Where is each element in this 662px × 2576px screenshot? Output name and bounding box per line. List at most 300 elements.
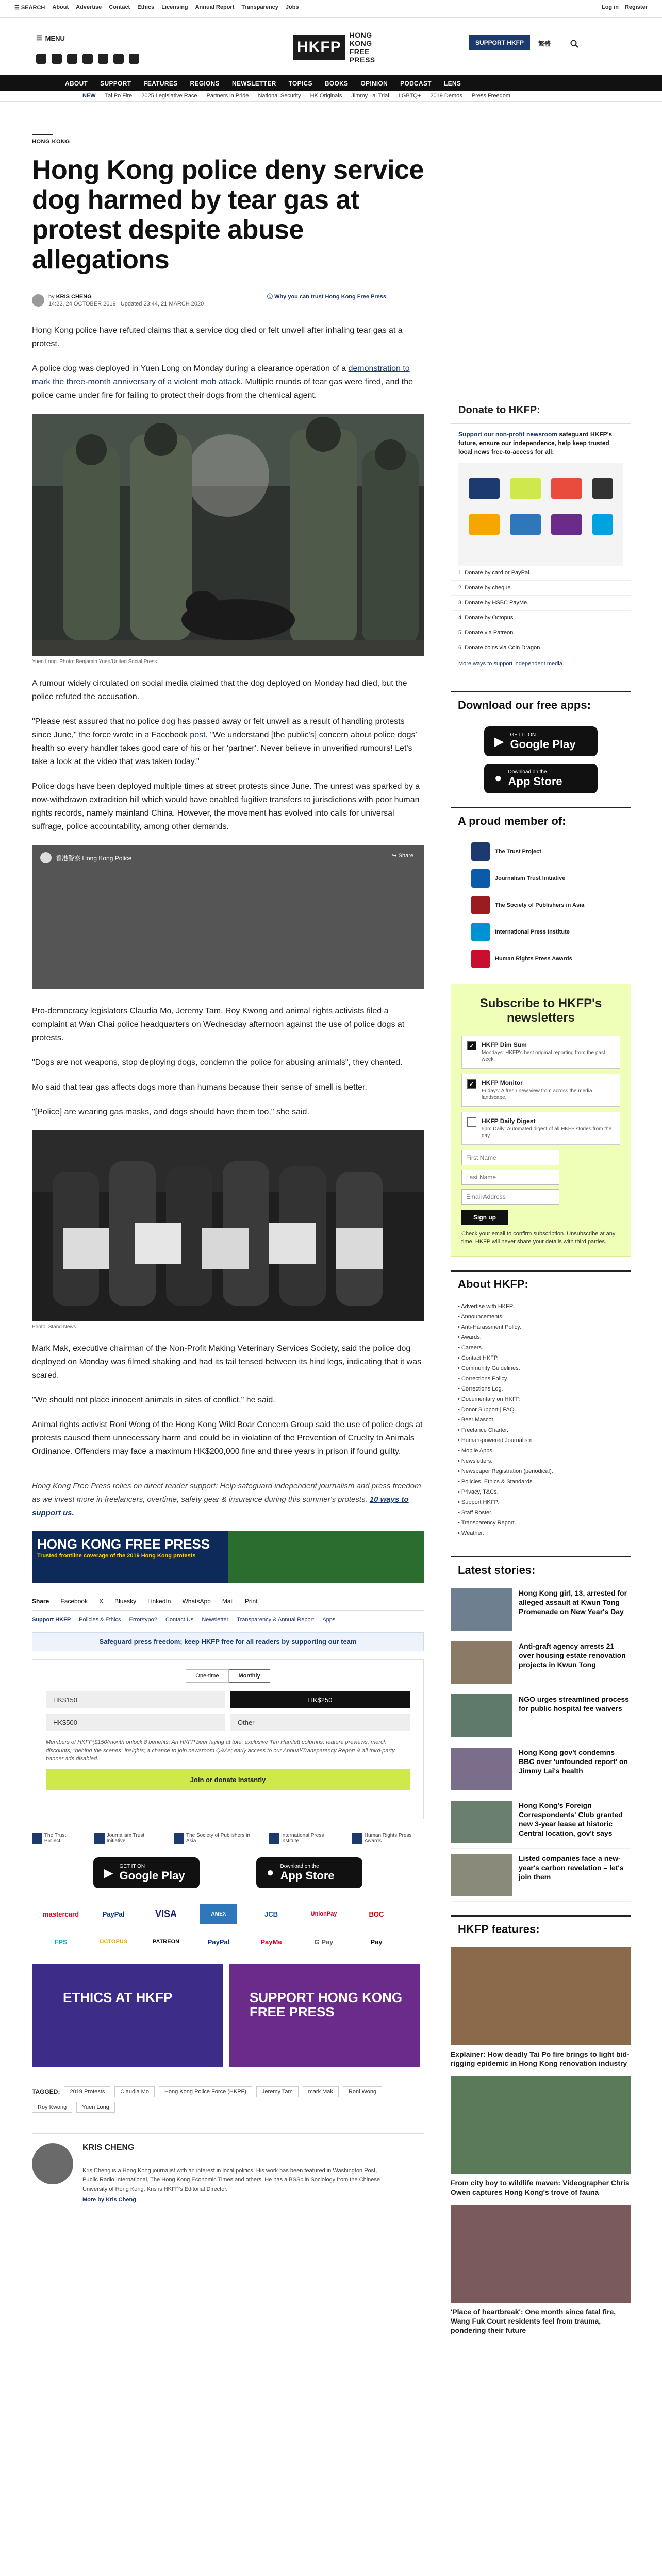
about-link[interactable]: • Beer Mascot. [458, 1417, 495, 1423]
article [32, 134, 424, 2203]
about-link[interactable]: • Awards. [458, 1334, 482, 1341]
donate-link[interactable]: Support our non-profit newsroom [458, 431, 557, 438]
trust-logo-label: Human Rights Press Awards [364, 1833, 412, 1844]
store-small-text: Download on the [280, 1863, 319, 1869]
logo-mark: HKFP [293, 35, 345, 60]
nav-podcast[interactable]: PODCAST [400, 80, 432, 87]
store-big-text: Google Play [119, 1869, 185, 1882]
latest-story[interactable] [451, 1689, 631, 1742]
share-icon: ↪ [392, 853, 397, 859]
checkbox-checked[interactable]: ✓ [467, 1079, 476, 1089]
newsletter-option[interactable] [461, 1112, 620, 1145]
author-box [32, 2133, 424, 2203]
tag[interactable]: Roy Kwong [32, 2102, 72, 2113]
store-small-text: Download on the [508, 769, 547, 775]
story-title[interactable]: Hong Kong's Foreign Correspondents' Club granted new 3-year lease at historic Central location, gov't says [519, 1801, 623, 1837]
about-link[interactable]: • Newsletters. [458, 1458, 493, 1464]
trust-link-label: Why you can trust Hong Kong Free Press [274, 294, 387, 300]
login-link[interactable]: Log in [601, 4, 619, 10]
share-x[interactable]: X [99, 1598, 104, 1605]
member-label: Human Rights Press Awards [495, 956, 572, 962]
more-ways-link[interactable]: More ways to support independent media. [458, 660, 564, 667]
tag[interactable]: Claudia Mo [114, 2086, 155, 2097]
inline-link[interactable]: demonstration to mark the three-month anniversary of a violent mob attack [32, 364, 410, 386]
tag[interactable]: Jeremy Tam [256, 2086, 299, 2097]
email-input[interactable] [461, 1189, 559, 1205]
banner-title: HONG KONG FREE PRESS [37, 1536, 210, 1552]
story-thumbnail[interactable] [451, 1854, 512, 1896]
sopa-icon [174, 1833, 184, 1844]
trending-link[interactable]: Jimmy Lai Trial [351, 93, 389, 99]
feature-image[interactable] [451, 2205, 631, 2303]
amount-option[interactable]: HK$150 [46, 1691, 225, 1708]
checkbox-checked[interactable]: ✓ [467, 1041, 476, 1050]
about-link[interactable]: • Transparency Report. [458, 1520, 516, 1526]
protest-photo-illustration [32, 1130, 424, 1321]
topbar-link-about[interactable]: About [52, 4, 69, 10]
ipi-icon [471, 923, 490, 941]
donate-option[interactable]: 1. Donate by card or PayPal. [451, 566, 631, 581]
newsletter-name: HKFP Daily Digest [482, 1117, 536, 1125]
paypal-icon[interactable]: PayPal [102, 1910, 125, 1918]
trending-link[interactable]: Tai Po Fire [105, 93, 133, 99]
payment-methods [42, 1904, 424, 1952]
donate-option[interactable]: 5. Donate via Patreon. [451, 625, 631, 640]
hrpa-icon [352, 1833, 362, 1844]
mastercard-icon[interactable]: mastercard [42, 1910, 79, 1918]
latest-story[interactable] [451, 1583, 631, 1636]
support-hkfp-button[interactable]: SUPPORT HKFP [469, 35, 530, 50]
about-link[interactable]: • Corrections Log. [458, 1386, 503, 1392]
about-link[interactable]: • Staff Roster. [458, 1510, 493, 1516]
story-title[interactable]: Hong Kong girl, 13, arrested for alleged assault at Kwun Tong Promenade on New Year's Day [519, 1589, 627, 1616]
topbar-link-transparency[interactable]: Transparency [241, 4, 278, 10]
nav-about[interactable]: ABOUT [65, 80, 88, 87]
policy-link[interactable]: Support HKFP [32, 1617, 71, 1623]
store-small-text: GET IT ON [119, 1863, 145, 1869]
search-icon[interactable] [570, 39, 578, 48]
nav-regions[interactable]: REGIONS [190, 80, 220, 87]
linkedin-icon[interactable] [98, 54, 108, 64]
donate-graphic [458, 463, 623, 566]
tag[interactable]: mark Mak [303, 2086, 339, 2097]
latest-story[interactable] [451, 1636, 631, 1689]
hrpa-icon [471, 950, 490, 968]
ethics-promo[interactable] [32, 1964, 223, 2067]
donate-option[interactable]: 6. Donate coins via Coin Dragon. [451, 640, 631, 655]
patreon-icon[interactable]: PATREON [152, 1939, 180, 1945]
youtube-icon[interactable] [82, 54, 93, 64]
twitter-icon[interactable] [36, 54, 46, 64]
more-by-author-link[interactable]: More by Kris Cheng [82, 2197, 136, 2203]
join-donate-button[interactable]: Join or donate instantly [46, 1769, 410, 1790]
article-title: Hong Kong police deny service dog harmed by tear gas at protest despite abuse allegations [32, 155, 424, 275]
about-link[interactable]: • Privacy, T&Cs. [458, 1489, 499, 1495]
unionpay-icon[interactable]: UnionPay [310, 1911, 337, 1917]
member-label: The Society of Publishers in Asia [495, 902, 585, 908]
store-small-text: GET IT ON [510, 732, 536, 738]
share-label: Share [32, 1598, 49, 1605]
info-icon: ⓘ [267, 294, 273, 300]
donation-amounts [46, 1691, 410, 1731]
video-header [40, 852, 131, 863]
telegram-icon[interactable] [113, 54, 124, 64]
paragraph: "We should not place innocent animals in sites of conflict," he said. [32, 1396, 275, 1404]
share-mail[interactable]: Mail [222, 1598, 234, 1605]
sopa-icon [471, 896, 490, 914]
logo-line-2: FREE PRESS [349, 47, 375, 64]
amex-icon[interactable]: AMEX [200, 1904, 237, 1924]
banner-subtitle: Trusted frontline coverage of the 2019 Hong Kong protests [37, 1553, 196, 1559]
jti-icon [471, 869, 490, 888]
author-photo[interactable] [32, 2143, 73, 2184]
donate-graphic-illustration [458, 463, 623, 566]
story-thumbnail[interactable] [451, 1748, 512, 1790]
support-promo[interactable] [229, 1964, 420, 2067]
share-facebook[interactable]: Facebook [60, 1598, 88, 1605]
store-big-text: Google Play [510, 737, 576, 751]
jti-icon [94, 1833, 105, 1844]
tab-monthly[interactable]: Monthly [229, 1669, 270, 1683]
feature-image[interactable] [451, 2076, 631, 2174]
topbar-link-ethics[interactable]: Ethics [137, 4, 155, 10]
trending-link[interactable]: LGBTQ+ [398, 93, 421, 99]
logo-text [350, 31, 375, 64]
about-link[interactable]: • Corrections Policy. [458, 1376, 508, 1382]
share-whatsapp[interactable]: WhatsApp [182, 1598, 211, 1605]
store-big-text: App Store [508, 774, 562, 788]
feature-image[interactable] [451, 1947, 631, 2045]
apple-icon: ● [494, 771, 502, 785]
about-link[interactable]: • Policies, Ethics & Standards. [458, 1479, 534, 1485]
menu-button[interactable] [36, 34, 65, 42]
trending-link[interactable]: 2019 Demos [430, 93, 462, 99]
donate-heading: Donate to HKFP: [451, 397, 631, 424]
site-logo[interactable] [293, 30, 375, 65]
about-link[interactable]: • Support HKFP. [458, 1499, 499, 1505]
paragraph: Hong Kong police have refuted claims that a service dog died or felt unwell after inhaling tear gas at a protest. [32, 326, 403, 348]
story-thumbnail[interactable] [451, 1801, 512, 1843]
donation-frequency-tabs [46, 1669, 410, 1683]
donate-option[interactable]: 2. Donate by cheque. [451, 581, 631, 596]
facebook-icon[interactable] [52, 54, 62, 64]
newsletter-heading: Subscribe to HKFP's newsletters [479, 996, 602, 1025]
newsletter-name: HKFP Dim Sum [482, 1041, 527, 1048]
amount-option-selected[interactable]: HK$250 [230, 1691, 410, 1708]
about-link[interactable]: • Community Guidelines. [458, 1365, 520, 1371]
member-label: International Press Institute [495, 929, 570, 935]
donate-card [451, 397, 631, 677]
about-link[interactable]: • Documentary on HKFP. [458, 1396, 521, 1402]
latest-heading: Latest stories: [451, 1556, 631, 1583]
banner-photo [228, 1531, 424, 1583]
inline-link[interactable]: post [190, 731, 206, 739]
about-list [451, 1297, 631, 1543]
trending-link[interactable]: 2025 Legislative Race [141, 93, 197, 99]
about-link[interactable]: • Contact HKFP. [458, 1355, 499, 1361]
trust-logo[interactable] [352, 1833, 424, 1844]
google-play-icon: ▶ [104, 1866, 113, 1880]
ipi-icon [269, 1833, 279, 1844]
language-toggle[interactable]: 繁體 [538, 40, 551, 47]
hkfp-promo-banner[interactable] [32, 1531, 424, 1583]
policy-link[interactable]: Contact Us [165, 1617, 194, 1623]
member-logo[interactable] [471, 896, 631, 914]
about-link[interactable]: • Donor Support | FAQ. [458, 1406, 516, 1413]
app-store-button[interactable] [484, 764, 598, 793]
feature-story[interactable] [451, 1947, 631, 2068]
octopus-icon[interactable]: OCTOPUS [99, 1939, 128, 1945]
author-prefix: by [48, 294, 55, 300]
nav-lens[interactable]: LENS [443, 80, 461, 87]
first-name-input[interactable] [461, 1150, 559, 1165]
nav-opinion[interactable]: OPINION [360, 80, 388, 87]
about-link[interactable]: • Careers. [458, 1345, 484, 1351]
channel-avatar [40, 852, 52, 863]
trust-logo[interactable] [269, 1833, 338, 1844]
topbar-link-licensing[interactable]: Licensing [161, 4, 188, 10]
story-title[interactable]: NGO urges streamlined process for public hospital fee waivers [519, 1695, 629, 1713]
support-appeal-text: Hong Kong Free Press relies on direct reader support: Help safeguard independent journalism and press freedom as we invest more in freelancers, overtime, safety gear & insurance during this summer's protests. [32, 1482, 421, 1504]
google-play-icon: ▶ [494, 734, 504, 749]
story-title[interactable]: Hong Kong gov't condemns BBC over 'unfounded report' on Jimmy Lai's health [519, 1748, 628, 1775]
trust-logo-label: The Trust Project [44, 1833, 67, 1844]
policy-link[interactable]: Newsletter [202, 1617, 229, 1623]
trust-project-icon [32, 1833, 42, 1844]
sidebar [451, 397, 631, 2343]
membership-benefits: Members of HKFP($150/month onlock 8 benefits: An HKFP beer laying at tote, exclusive Tim Hamlett columns; feature previews; merch discounts; "behind the scenes" insights; a chance to join newsroom Q&As; early access to our Annual/Transparency Report & all third-party banner ads disabled. [46, 1739, 395, 1762]
trending-link[interactable]: Press Freedom [471, 93, 510, 99]
member-logo[interactable] [471, 950, 631, 968]
nav-newsletter[interactable]: NEWSLETTER [231, 80, 276, 87]
paypal-icon[interactable]: PayPal [207, 1938, 230, 1946]
member-heading: A proud member of: [451, 807, 631, 834]
trust-link[interactable] [267, 292, 386, 300]
apple-icon: ● [267, 1866, 274, 1879]
topbar-link-contact[interactable]: Contact [109, 4, 130, 10]
donate-option[interactable]: 4. Donate by Octopus. [451, 611, 631, 625]
story-thumbnail[interactable] [451, 1588, 512, 1631]
search-link[interactable]: ☰ SEARCH [14, 5, 45, 11]
tag[interactable]: Yuen Long [76, 2102, 115, 2113]
store-big-text: App Store [280, 1869, 335, 1882]
features-heading: HKFP features: [451, 1915, 631, 1942]
policy-link[interactable]: Transparency & Annual Report [237, 1617, 315, 1623]
about-link[interactable]: • Anti-Harassment Policy. [458, 1324, 521, 1330]
policy-link[interactable]: Apps [322, 1617, 336, 1623]
video-channel-name[interactable]: 香港警察 Hong Kong Police [56, 854, 132, 862]
apps-heading: Download our free apps: [451, 691, 631, 718]
trust-project-icon [471, 842, 490, 861]
share-bluesky[interactable]: Bluesky [114, 1598, 137, 1605]
trust-logos [32, 1833, 424, 1844]
trust-logo[interactable] [174, 1833, 254, 1844]
newsletter-desc: 5pm Daily: Automated digest of all HKFP stories from the day. [482, 1126, 612, 1139]
about-link[interactable]: • Mobile Apps. [458, 1448, 494, 1454]
paragraph: Pro-democracy legislators Claudia Mo, Jeremy Tam, Roy Kwong and animal rights activists filed a complaint at Wan Chai police headquarters on Wednesday afternoon against the use of police dogs at protests. [32, 1007, 405, 1042]
visa-icon[interactable]: VISA [155, 1908, 177, 1919]
topbar-link-jobs[interactable]: Jobs [285, 4, 299, 10]
nav-support[interactable]: SUPPORT [100, 80, 131, 87]
trending-link[interactable]: HK Originals [310, 93, 342, 99]
newsletter-confirm-note: Check your email to confirm subscription. Unsubscribe at any time. HKFP will never share your details with third parties. [461, 1231, 616, 1245]
promo-title: ETHICS AT HKFP [63, 1990, 173, 2005]
email-icon[interactable] [129, 54, 139, 64]
donate-text [451, 424, 631, 463]
video-share-button[interactable] [392, 852, 413, 859]
trust-logo-label: The Society of Publishers in Asia [186, 1833, 250, 1844]
promo-title: SUPPORT HONG KONG FREE PRESS [250, 1990, 403, 2020]
feature-story[interactable] [451, 2076, 631, 2197]
trending-bar [0, 91, 662, 102]
member-label: The Trust Project [495, 849, 541, 855]
story-thumbnail[interactable] [451, 1694, 512, 1737]
tag[interactable]: 2019 Protests [64, 2086, 110, 2097]
sign-up-button[interactable]: Sign up [461, 1210, 508, 1225]
donation-widget [32, 1659, 424, 1819]
social-links [36, 54, 139, 64]
latest-section [451, 1556, 631, 1902]
menu-label: MENU [45, 34, 65, 42]
register-link[interactable]: Register [624, 4, 648, 10]
feature-title[interactable]: From city boy to wildlife maven: Videographer Chris Owen captures Hong Kong's trove of fauna [451, 2179, 630, 2196]
top-utility-bar [0, 0, 662, 18]
newsletter-name: HKFP Monitor [482, 1079, 523, 1087]
tag[interactable]: Roni Wong [343, 2086, 382, 2097]
policy-links [32, 1617, 424, 1623]
trending-link[interactable]: National Security [258, 93, 301, 99]
payme-icon[interactable]: PayMe [260, 1938, 282, 1946]
logo-line-1: HONG KONG [349, 31, 372, 47]
feature-title[interactable]: Explainer: How deadly Tai Po fire brings to light bid-rigging epidemic in Hong Kong renovation industry [451, 2050, 630, 2067]
topbar-link-annual-report[interactable]: Annual Report [195, 4, 235, 10]
newsletter-option[interactable] [461, 1036, 620, 1069]
author-name[interactable]: KRIS CHENG [56, 294, 92, 300]
story-title[interactable]: Anti-graft agency arrests 21 over housing estate renovation projects in Kwun Tong [519, 1642, 626, 1669]
topbar-link-advertise[interactable]: Advertise [76, 4, 102, 10]
google-play-button[interactable] [484, 726, 598, 756]
story-thumbnail[interactable] [451, 1641, 512, 1684]
about-link[interactable]: • Freelance Charter. [458, 1427, 509, 1433]
share-bar [32, 1592, 424, 1611]
latest-story[interactable] [451, 1795, 631, 1849]
amount-option[interactable]: HK$500 [46, 1714, 225, 1731]
tags-label: TAGGED: [32, 2088, 60, 2095]
member-logo[interactable] [471, 842, 631, 861]
nav-features[interactable]: FEATURES [143, 80, 178, 87]
paragraph-text: "Please rest assured that no police dog has passed away or felt unwell as a result of handling protests since June," the force wrote in a Facebook [32, 717, 405, 739]
latest-story[interactable] [451, 1742, 631, 1795]
feature-title[interactable]: 'Place of heartbreak': One month since fatal fire, Wang Fuk Court residents feel from trauma, pondering their future [451, 2308, 616, 2334]
tab-one-time[interactable]: One-time [186, 1669, 228, 1683]
paragraph: Animal rights activist Roni Wong of the Hong Kong Wild Boar Concern Group said the use of police dogs at protests caused them unnecessary harm and could be in violation of the Prevention of Cruelty to Animals Ordinance. Offenders may face a maximum HK$200,000 fine and three years in prison if found guilty. [32, 1420, 423, 1456]
author-avatar[interactable] [32, 294, 44, 307]
tag[interactable]: Hong Kong Police Force (HKPF) [159, 2086, 252, 2097]
amount-option-other[interactable]: Other [230, 1714, 410, 1731]
member-label: Journalism Trust Initiative [495, 875, 566, 882]
newsletter-desc: Mondays: HKFP's best original reporting from the past week. [482, 1050, 605, 1062]
last-name-input[interactable] [461, 1170, 559, 1185]
newsletter-desc: Fridays: A fresh new view from across the media landscape. [482, 1088, 592, 1100]
support-link[interactable]: 10 ways to support us. [32, 1495, 409, 1517]
article-photo-protest [32, 1130, 424, 1321]
trust-logo[interactable] [32, 1833, 80, 1844]
photo-caption: Photo: Stand News. [32, 1324, 78, 1330]
trust-logo-label: Journalism Trust Initiative [106, 1833, 145, 1844]
member-section [451, 807, 631, 968]
author-box-name[interactable]: KRIS CHENG [82, 2143, 135, 2152]
boc-icon[interactable]: BOC [369, 1910, 384, 1918]
about-heading: About HKFP: [451, 1270, 631, 1297]
paragraph-text: . "We understand [the public's] concern about police dogs' health so every handler takes good care of his or her 'partner'. Never believe in unverified rumours! Let's take a look at the video that was taken today." [32, 731, 417, 766]
apple-pay-icon[interactable]: Pay [370, 1938, 383, 1946]
author-bio: Kris Cheng is a Hong Kong journalist with an interest in local politics. His work has been featured in Washington Post, Public Radio International, The Hong Kong Economic Times and others. He has a BSSc in Sociology from the Chinese University of Hong Kong. Kris is HKFP's Editorial Director. [82, 2167, 380, 2192]
newsletter-option[interactable] [461, 1074, 620, 1107]
about-section [451, 1270, 631, 1543]
tag-list [32, 2086, 424, 2113]
google-pay-icon[interactable]: G Pay [314, 1938, 334, 1946]
site-header [0, 18, 662, 75]
embedded-video[interactable] [32, 845, 424, 989]
paragraph [32, 362, 424, 402]
app-store-button[interactable] [256, 1857, 362, 1888]
story-title[interactable]: Listed companies face a new-year's carbon revelation – let's join them [519, 1854, 624, 1881]
nav-books[interactable]: BOOKS [324, 80, 349, 87]
instagram-icon[interactable] [67, 54, 77, 64]
share-linkedin[interactable]: LinkedIn [147, 1598, 171, 1605]
support-appeal [32, 1470, 424, 1520]
article-photo-police-dog [32, 414, 424, 656]
paragraph-text: . Multiple rounds of tear gas were fired, and the police came under fire for failing to protect their dogs from the chemical agent. [32, 378, 413, 400]
about-link[interactable]: • Announcements. [458, 1314, 504, 1320]
policy-link[interactable]: Policies & Ethics [79, 1617, 121, 1623]
paragraph: "[Police] are wearing gas masks, and dogs should have them too," she said. [32, 1108, 309, 1116]
paragraph: A rumour widely circulated on social media claimed that the dog deployed on Monday had died, but the police refuted the accusation. [32, 679, 407, 701]
fps-icon[interactable]: FPS [54, 1938, 68, 1946]
share-print[interactable]: Print [244, 1598, 258, 1605]
trending-link[interactable]: Partners in Pride [206, 93, 249, 99]
checkbox-unchecked[interactable] [467, 1117, 476, 1127]
latest-story[interactable] [451, 1849, 631, 1902]
safeguard-banner[interactable]: Safeguard press freedom; keep HKFP free for all readers by supporting our team [32, 1632, 424, 1651]
member-logo[interactable] [471, 923, 631, 941]
search-label: SEARCH [21, 5, 45, 11]
paragraph-text: A police dog was deployed in Yuen Long on Monday during a clearance operation of a [32, 364, 349, 373]
features-list [451, 1947, 631, 2335]
trust-logo[interactable] [94, 1833, 159, 1844]
google-play-button[interactable] [93, 1857, 200, 1888]
article-kicker[interactable]: HONG KONG [32, 134, 53, 145]
jcb-icon[interactable]: JCB [264, 1910, 278, 1918]
about-link[interactable]: • Weather. [458, 1530, 484, 1536]
about-link[interactable]: • Advertise with HKFP. [458, 1303, 514, 1310]
feature-story[interactable] [451, 2205, 631, 2335]
nav-topics[interactable]: TOPICS [288, 80, 312, 87]
about-link[interactable]: • Human-powered Journalism. [458, 1437, 534, 1444]
member-logo[interactable] [471, 869, 631, 888]
about-link[interactable]: • Newspaper Registration (periodical). [458, 1468, 553, 1475]
paragraph [32, 715, 424, 769]
video-share-label: Share [398, 853, 413, 859]
promo-tiles [32, 1964, 424, 2067]
trust-logo-label: International Press Institute [280, 1833, 324, 1844]
donate-option[interactable]: 3. Donate by HSBC PayMe. [451, 596, 631, 611]
hamburger-icon: ☰ [36, 34, 42, 42]
policy-link[interactable]: Error/typo? [129, 1617, 157, 1623]
photo-caption: Yuen Long. Photo: Benjamin Yuen/United Social Press. [32, 659, 158, 665]
donate-text-rest: safeguard HKFP's future, ensure our independence, help keep trusted local news free-to-access for all: [458, 431, 613, 455]
byline [32, 290, 424, 311]
